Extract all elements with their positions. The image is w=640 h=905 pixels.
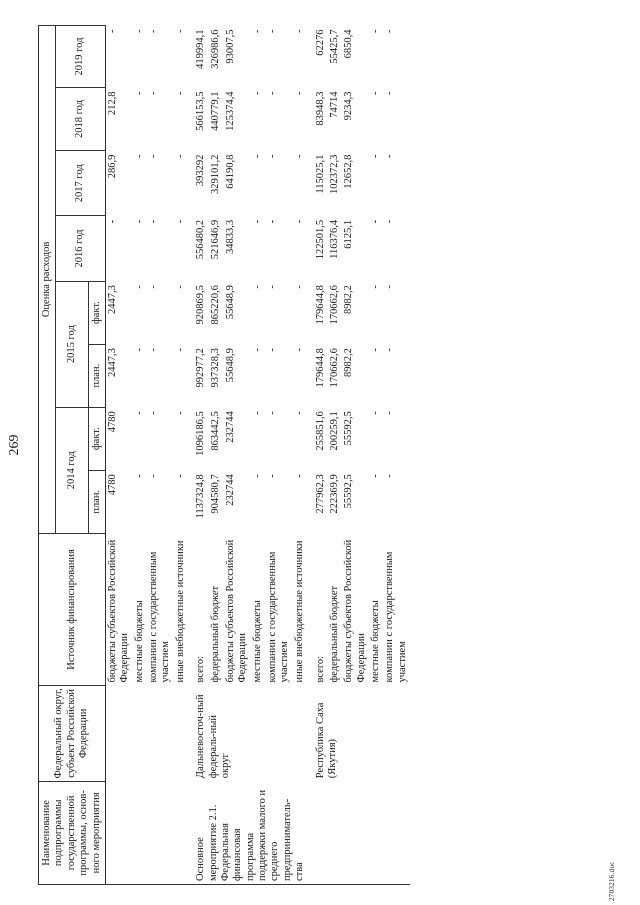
value-cell: - — [266, 411, 278, 415]
value-cell: - — [293, 411, 305, 415]
value-cell: - — [370, 29, 381, 33]
value-cell: 277962,3 — [314, 474, 326, 514]
value-cell: 34833,3 — [224, 219, 236, 254]
funding-source: компании с государственным участием — [148, 551, 172, 683]
header-source: Источник финансирования — [39, 533, 106, 685]
value-cell: 419994,1 — [195, 29, 207, 69]
value-cell: 55648,9 — [224, 285, 236, 320]
value-cell: - — [266, 91, 278, 96]
value-cell: - — [266, 154, 278, 159]
footer-filename: 2703216.doc — [608, 861, 616, 901]
value-cell: 904580,7 — [209, 474, 221, 514]
value-cell: - — [266, 29, 278, 33]
value-cell: - — [133, 474, 145, 478]
value-cell: - — [251, 154, 263, 159]
funding-source: иные внебюджетные источники — [293, 540, 305, 683]
value-cell: 115025,1 — [314, 154, 326, 194]
value-cell: 521646,9 — [209, 219, 221, 260]
value-cell: - — [174, 411, 186, 415]
funding-source: местные бюджеты — [133, 600, 145, 683]
value-cell: - — [266, 285, 278, 289]
value-cell: 2447,3 — [106, 348, 118, 377]
value-cell: - — [133, 411, 145, 415]
value-cell: 440779,1 — [209, 91, 221, 131]
value-cell: - — [384, 219, 396, 224]
value-cell: - — [174, 91, 186, 96]
value-cell: - — [370, 285, 381, 289]
value-cell: - — [370, 411, 381, 415]
value-cell: 116376,4 — [328, 219, 340, 259]
value-cell: 326986,6 — [209, 29, 221, 69]
value-cell: - — [293, 285, 305, 289]
value-cell: - — [174, 348, 186, 352]
header-2017: 2017 год — [56, 151, 106, 216]
value-cell: 55425,7 — [328, 29, 340, 64]
value-cell: 329101,2 — [209, 154, 221, 194]
value-cell: 4780 — [106, 411, 118, 433]
value-cell: - — [384, 285, 396, 289]
value-cell: - — [370, 219, 381, 224]
value-cell: 6125,1 — [343, 219, 355, 249]
value-cell: - — [148, 285, 159, 289]
value-cell: 6850,4 — [343, 29, 355, 59]
table-body — [105, 26, 410, 885]
table-header — [39, 26, 106, 885]
value-cell: - — [293, 29, 305, 33]
value-cell: - — [133, 219, 145, 224]
region-sakha: Республика Саха (Якутия) — [314, 702, 338, 779]
value-cell: 9234,3 — [343, 91, 355, 121]
value-cell: - — [251, 91, 263, 96]
funding-source: федеральный бюджет — [209, 585, 221, 683]
value-cell: - — [370, 91, 381, 96]
table-row — [308, 26, 328, 885]
value-cell: 937328,3 — [209, 348, 221, 388]
funding-source: всего: — [314, 655, 326, 683]
value-cell: - — [174, 219, 186, 224]
value-cell: - — [384, 154, 396, 159]
funding-source: всего: — [195, 655, 207, 683]
header-2015-fact: факт. — [88, 281, 105, 344]
value-cell: - — [370, 154, 381, 159]
measure-title: Основное мероприятие 2.1. Федеральная финансовая программа поддержки малого и среднего предприниматель-ства — [188, 781, 307, 884]
value-cell: - — [148, 474, 159, 478]
table-row — [105, 26, 132, 885]
value-cell: - — [133, 154, 145, 159]
value-cell: 4780 — [106, 474, 118, 496]
value-cell: 2447,3 — [106, 285, 118, 314]
value-cell: 1096186,5 — [195, 411, 207, 456]
value-cell: 556480,2 — [195, 219, 207, 260]
value-cell: 222369,9 — [328, 474, 340, 514]
header-2018: 2018 год — [56, 88, 106, 151]
value-cell: 232744 — [224, 474, 236, 506]
value-cell: - — [266, 348, 278, 352]
value-cell: - — [174, 474, 186, 478]
value-cell: 566153,5 — [195, 91, 207, 131]
value-cell: 74714 — [328, 91, 340, 118]
value-cell: 179644,8 — [314, 348, 326, 388]
value-cell: 93007,5 — [224, 29, 236, 64]
value-cell: - — [148, 91, 159, 96]
value-cell: - — [251, 29, 263, 33]
value-cell: 64190,8 — [224, 154, 236, 189]
value-cell: - — [293, 219, 305, 224]
value-cell: - — [266, 474, 278, 478]
header-2014-plan: план. — [88, 470, 105, 533]
value-cell: - — [106, 219, 118, 224]
value-cell: - — [133, 348, 145, 352]
value-cell: 200259,1 — [328, 411, 340, 451]
value-cell: 102372,3 — [328, 154, 340, 194]
value-cell: - — [251, 411, 263, 415]
funding-source: иные внебюджетные источники — [174, 540, 186, 683]
value-cell: - — [133, 285, 145, 289]
value-cell: 863442,5 — [209, 411, 221, 451]
value-cell: - — [251, 474, 263, 478]
value-cell: - — [384, 474, 396, 478]
value-cell: 179644,8 — [314, 285, 326, 325]
value-cell: - — [174, 154, 186, 159]
value-cell: - — [370, 474, 381, 478]
cell-measure-empty — [105, 781, 188, 884]
header-2016: 2016 год — [56, 216, 106, 281]
value-cell: 62276 — [314, 29, 326, 56]
value-cell: - — [293, 474, 305, 478]
funding-source: бюджеты субъектов Российской Федерации — [224, 539, 248, 683]
value-cell: 55592,5 — [343, 474, 355, 509]
value-cell: - — [133, 29, 145, 33]
value-cell: 55592,5 — [343, 411, 355, 446]
funding-source: бюджеты субъектов Российской Федерации — [106, 539, 131, 683]
value-cell: 170662,6 — [328, 348, 340, 388]
value-cell: 286,9 — [106, 154, 118, 179]
value-cell: 232744 — [224, 411, 236, 443]
header-estimate: Оценка расходов — [39, 26, 56, 534]
value-cell: - — [106, 29, 118, 33]
funding-source: федеральный бюджет — [328, 585, 340, 683]
value-cell: 1137324,8 — [195, 474, 207, 519]
value-cell: - — [251, 348, 263, 352]
value-cell: 865220,6 — [209, 285, 221, 325]
value-cell: - — [148, 29, 159, 33]
value-cell: 212,8 — [106, 91, 118, 116]
cell-measure-empty — [308, 781, 411, 884]
funding-source: местные бюджеты — [251, 600, 263, 683]
value-cell: 393292 — [195, 154, 207, 187]
value-cell: 122501,5 — [314, 219, 326, 260]
value-cell: 55648,9 — [224, 348, 236, 383]
header-name: Наименование подпрограммы государственной программы, основ-ного мероприятия — [39, 781, 106, 884]
header-2019: 2019 год — [56, 26, 106, 88]
funding-source: бюджеты субъектов Российской Федерации — [343, 539, 367, 683]
value-cell: - — [251, 219, 263, 224]
value-cell: - — [293, 154, 305, 159]
header-2015: 2015 год — [56, 281, 88, 407]
funding-source: компании с государственным участием — [384, 551, 408, 683]
funding-source: местные бюджеты — [370, 600, 381, 683]
header-district: Федеральный округ, субъект Российской Федерации — [39, 686, 106, 782]
expense-table — [38, 25, 410, 885]
value-cell: - — [293, 91, 305, 96]
cell-district-empty — [105, 686, 188, 782]
table-row — [188, 26, 209, 885]
value-cell: 170662,6 — [328, 285, 340, 325]
value-cell: - — [251, 285, 263, 289]
value-cell: - — [384, 91, 396, 96]
value-cell: 920869,5 — [195, 285, 207, 325]
value-cell: 12652,8 — [343, 154, 355, 189]
value-cell: - — [384, 348, 396, 352]
value-cell: - — [148, 154, 159, 159]
value-cell: - — [266, 219, 278, 224]
value-cell: - — [148, 348, 159, 352]
value-cell: 8982,2 — [343, 348, 355, 377]
value-cell: - — [384, 411, 396, 415]
district-far-east: Дальневосточ-ный федераль-ный округ — [195, 694, 231, 779]
value-cell: - — [293, 348, 305, 352]
header-2015-plan: план. — [88, 344, 105, 407]
value-cell: - — [133, 91, 145, 96]
header-2014: 2014 год — [56, 407, 88, 533]
value-cell: 992977,2 — [195, 348, 207, 388]
page-number: 269 — [7, 434, 22, 456]
value-cell: 83948,3 — [314, 91, 326, 126]
value-cell: 255851,6 — [314, 411, 326, 451]
funding-source: компании с государственным участием — [266, 551, 290, 683]
header-2014-fact: факт. — [88, 407, 105, 470]
value-cell: - — [370, 348, 381, 352]
value-cell: - — [384, 29, 396, 33]
value-cell: - — [174, 285, 186, 289]
value-cell: - — [148, 219, 159, 224]
value-cell: 8982,2 — [343, 285, 355, 314]
value-cell: - — [174, 29, 186, 33]
value-cell: 125374,4 — [224, 91, 236, 131]
value-cell: - — [148, 411, 159, 415]
